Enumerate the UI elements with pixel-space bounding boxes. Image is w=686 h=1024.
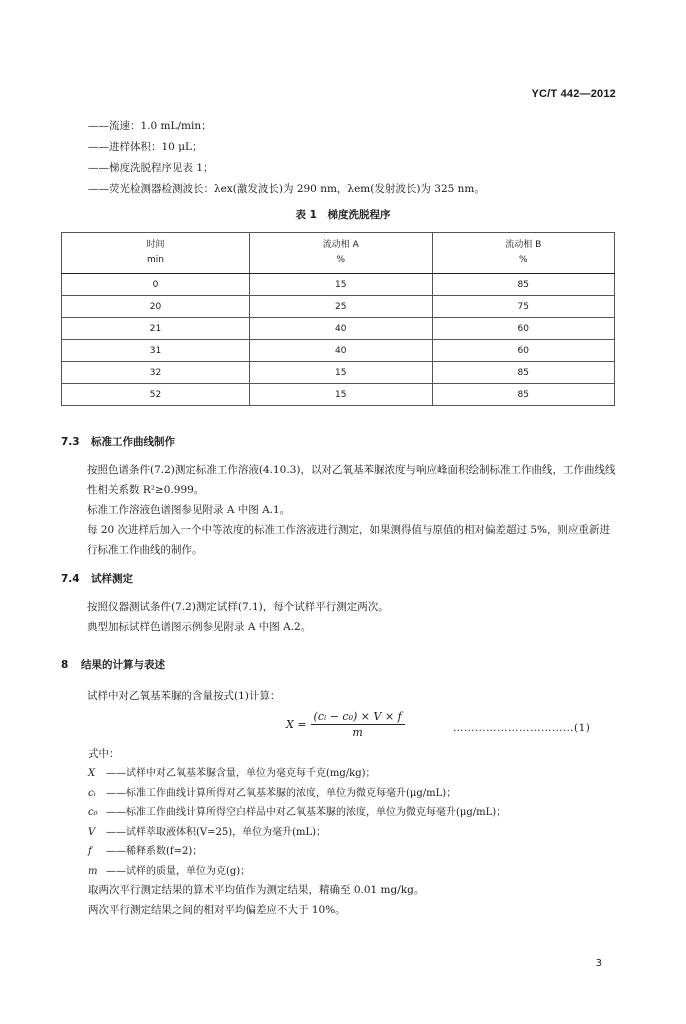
cell-time: 31 [62, 340, 250, 362]
cell-phase-b: 60 [432, 318, 615, 340]
definition-symbol: m [88, 865, 98, 877]
cell-time: 52 [62, 384, 250, 406]
section-7-4-heading [61, 571, 133, 586]
definition-symbol: cᵢ [88, 787, 96, 799]
cell-phase-b: 75 [432, 296, 615, 318]
cell-phase-a: 15 [250, 362, 432, 384]
param-gradient: ——梯度洗脱程序见表 1； [88, 162, 214, 174]
header-phase-b [432, 233, 615, 274]
definition-row [88, 764, 506, 784]
header-phase-a-name: 流动相 A [322, 240, 359, 250]
section-number: 7.4 [61, 573, 80, 585]
section-7-4-body [61, 597, 617, 637]
cell-time: 0 [62, 274, 250, 296]
cell-phase-b: 85 [432, 274, 615, 296]
table-row [62, 274, 615, 296]
cell-phase-a: 15 [250, 384, 432, 406]
cell-phase-a: 25 [250, 296, 432, 318]
section-number: 8 [61, 659, 69, 671]
definition-symbol: c₀ [88, 807, 98, 818]
section-number: 7.3 [61, 436, 80, 448]
section-title: 结果的计算与表述 [81, 659, 165, 671]
table-header-row [62, 233, 615, 274]
paragraph-formula-intro: 试样中对乙氧基苯脲的含量按式(1)计算： [87, 690, 281, 702]
paragraph-sample-chromatogram: 典型加标试样色谱图示例参见附录 A 中图 A.2。 [87, 621, 312, 633]
definition-text: ——标准工作曲线计算所得对乙氧基苯脲的浓度，单位为微克每毫升(μg/mL)； [106, 787, 457, 799]
table-title: 表 1 梯度洗脱程序 [295, 209, 391, 221]
cell-phase-a: 15 [250, 274, 432, 296]
section-8-heading [61, 657, 165, 672]
definition-row [88, 803, 506, 823]
header-time-unit: min [147, 255, 164, 265]
definition-symbol: V [88, 826, 96, 838]
section-7-3-body [61, 460, 617, 560]
paragraph-curve-method: 按照色谱条件(7.2)测定标准工作溶液(4.10.3)，以对乙氧基苯脲浓度与响应峰面积绘制标准工作曲线，工作曲线线性相关系数 R²≥0.999。 [87, 464, 616, 496]
definition-text: ——标准工作曲线计算所得空白样品中对乙氧基苯脲的浓度，单位为微克每毫升(μg/mL)； [106, 807, 507, 818]
definition-text: ——试样中对乙氧基苯脲含量，单位为毫克每千克(mg/kg)； [106, 768, 376, 779]
definition-symbol: X [88, 768, 96, 779]
page-number: 3 [595, 958, 602, 969]
definition-text: ——试样的质量，单位为克(g)； [106, 865, 251, 877]
header-phase-b-unit: % [518, 255, 528, 265]
symbol-definitions [88, 764, 506, 881]
header-time-name: 时间 [146, 240, 165, 250]
header-phase-b-name: 流动相 B [505, 240, 542, 250]
formula-denominator: m [352, 726, 363, 739]
definition-row [88, 862, 506, 882]
table-row [62, 340, 615, 362]
cell-time: 32 [62, 362, 250, 384]
definition-row [88, 842, 506, 862]
cell-phase-b: 60 [432, 340, 615, 362]
formula-1 [286, 710, 405, 739]
param-wavelength: ——荧光检测器检测波长：λex(激发波长)为 290 nm，λem(发射波长)为 325 nm。 [88, 183, 485, 195]
paragraph-result-deviation: 两次平行测定结果之间的相对平均偏差应不大于 10%。 [88, 904, 346, 916]
paragraph-sample-test: 按照仪器测试条件(7.2)测定试样(7.1)，每个试样平行测定两次。 [87, 601, 389, 613]
section-title: 标准工作曲线制作 [91, 436, 175, 448]
cell-phase-a: 40 [250, 340, 432, 362]
cell-time: 21 [62, 318, 250, 340]
paragraph-curve-check: 每 20 次进样后加入一个中等浓度的标准工作溶液进行测定，如果测得值与原值的相对偏差超过 5%，则应重新进行标准工作曲线的制作。 [87, 524, 611, 556]
table-row [62, 384, 615, 406]
definition-text: ——稀释系数(f=2)； [106, 846, 203, 857]
gradient-table [61, 232, 615, 406]
section-title: 试样测定 [91, 573, 133, 585]
where-label: 式中： [88, 748, 120, 760]
param-injection-volume: ——进样体积：10 μL； [88, 141, 203, 153]
formula-numerator: (cᵢ − c₀) × V × f [311, 710, 405, 725]
standard-code: YC/T 442—2012 [531, 88, 616, 100]
table-row [62, 362, 615, 384]
paragraph-result-average: 取两次平行测定结果的算术平均值作为测定结果，精确至 0.01 mg/kg。 [88, 884, 425, 896]
cell-phase-b: 85 [432, 384, 615, 406]
formula-fraction [311, 710, 405, 739]
header-phase-a [250, 233, 432, 274]
section-7-3-heading [61, 434, 175, 449]
table-row [62, 318, 615, 340]
table-row [62, 296, 615, 318]
definition-row [88, 823, 506, 843]
param-flow-rate: ——流速：1.0 mL/min； [88, 120, 212, 132]
definition-text: ——试样萃取液体积(V=25)，单位为毫升(mL)； [106, 826, 327, 838]
paragraph-curve-chromatogram: 标准工作溶液色谱图参见附录 A 中图 A.1。 [87, 504, 291, 516]
definition-row [88, 784, 506, 804]
header-phase-a-unit: % [336, 255, 346, 265]
formula-number: ……………………………(1) [453, 722, 591, 734]
cell-phase-b: 85 [432, 362, 615, 384]
formula-intro [61, 686, 617, 706]
header-time [62, 233, 250, 274]
definition-symbol: f [88, 846, 92, 857]
formula-lhs: X = [286, 718, 307, 731]
cell-time: 20 [62, 296, 250, 318]
cell-phase-a: 40 [250, 318, 432, 340]
